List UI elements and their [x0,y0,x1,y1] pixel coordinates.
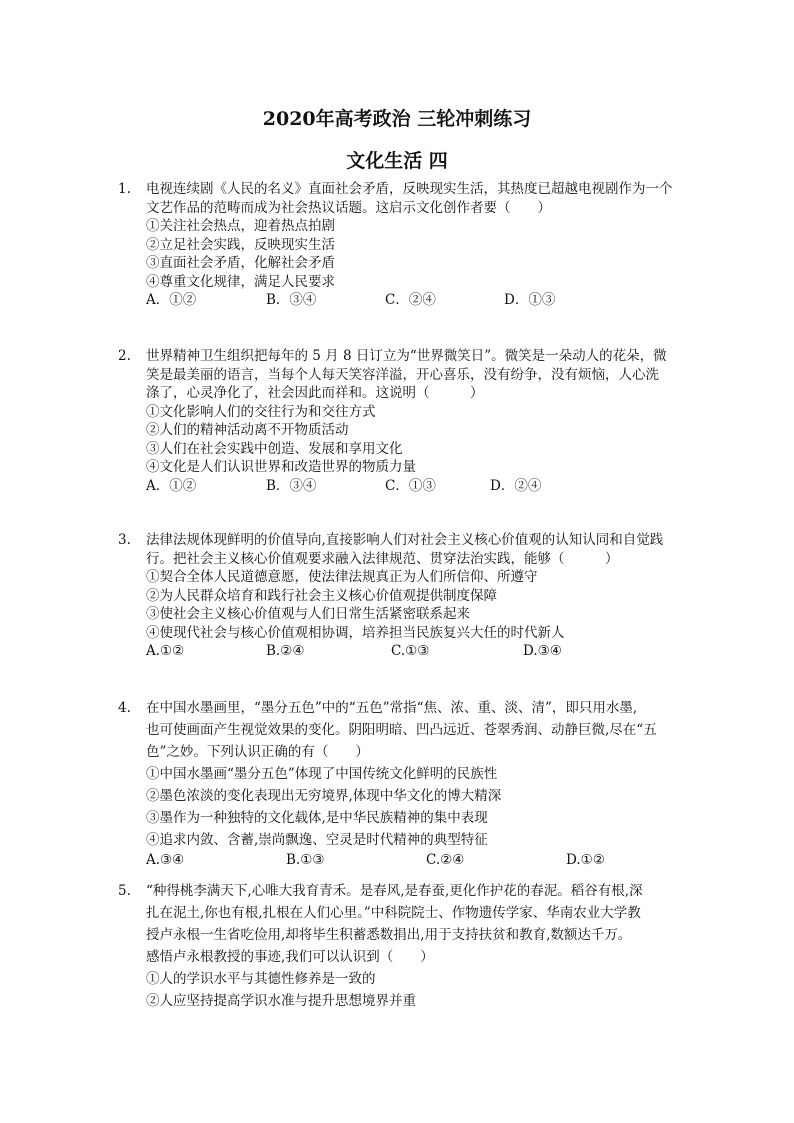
option-item: ①文化影响人们的交往行为和交往方式 [146,403,376,420]
option-item: ①关注社会热点，迎着热点拍剧 [146,218,335,234]
choice-b: B.②④ [266,643,305,659]
option-item: ②人应坚持提高学识水准与提升思想境界并重 [146,993,416,1009]
question-4 [118,697,746,871]
choice-a: A.①② [146,643,185,659]
choice-b: B.①③ [286,852,325,868]
option-item: ④尊重文化规律，满足人民要求 [146,273,335,290]
stem-line: 授卢永根一生省吃俭用,却将毕生积蓄悉数捐出,用于支持扶贫和教育,数额达千万。 [146,927,632,943]
question-stem [118,347,746,403]
stem-line: 文艺作品的范畴而成为社会热议话题。这启示文化创作者要（ ） [146,199,551,216]
option-item: ④使现代社会与核心价值观相协调，培养担当民族复兴大任的时代新人 [146,624,565,641]
stem-line: “种得桃李满天下,心唯大我育青禾。是春风,是春蚕,更化作护花的春泥。稻谷有根,深 [146,883,643,899]
choice-d: D.①② [566,852,605,868]
choice-b: B．③④ [266,292,317,308]
choice-c: C．②④ [385,292,436,308]
option-item: ④追求内敛、含蓄,崇尚飘逸、空灵是时代精神的典型特征 [146,832,488,848]
choice-b: B．③④ [266,477,317,494]
question-stem [118,180,746,217]
question-1 [118,180,746,311]
stem-line: 世界精神卫生组织把每年的 5 月 8 日订立为“世界微笑日”。微笑是一朵动人的花朵，微 [146,348,667,364]
answer-choices [118,642,746,662]
choice-d: D．①③ [504,292,556,308]
question-stem [118,697,746,763]
question-number: 4. [118,700,131,716]
document-title: 2020年高考政治 三轮冲刺练习 [262,108,532,130]
answer-choices [118,477,746,497]
question-5 [118,880,746,1012]
option-item: ②人们的精神活动离不开物质活动 [146,422,349,438]
stem-line: 涤了，心灵净化了，社会因此而祥和。这说明（ ） [146,385,484,401]
option-item: ②为人民群众培育和践行社会主义核心价值观提供制度保障 [146,587,497,604]
question-number: 5. [118,883,131,899]
stem-line: 法律法规体现鲜明的价值导向,直接影响人们对社会主义核心价值观的认知认同和自觉践 [146,532,664,548]
option-item: ②墨色浓淡的变化表现出无穷境界,体现中华文化的博大精深 [146,788,502,804]
choice-d: D.③④ [523,643,562,659]
choice-a: A．①② [146,292,197,308]
stem-line: 行。把社会主义核心价值观要求融入法律规范、贯穿法治实践，能够（ ） [146,550,619,567]
choice-a: A．①② [146,477,197,494]
answer-choices [118,291,746,311]
option-item: ③人们在社会实践中创造、发展和享用文化 [146,440,403,457]
stem-line: 也可使画面产生视觉效果的变化。阴阳明暗、凹凸远近、苍翠秀润、动静巨微,尽在“五 [146,722,657,738]
question-2 [118,347,746,497]
option-item: ③使社会主义核心价值观与人们日常生活紧密联系起来 [146,606,470,622]
option-item: ④文化是人们认识世界和改造世界的物质力量 [146,459,416,475]
option-item: ③墨作为一种独特的文化载体,是中华民族精神的集中表现 [146,810,488,826]
choice-c: C．①③ [385,477,436,494]
question-number: 1. [118,181,131,197]
option-item: ①契合全体人民道德意愿，使法律法规真正为人们所信仰、所遵守 [146,569,538,585]
document-subtitle: 文化生活 四 [346,150,448,172]
option-item: ①中国水墨画“墨分五色”体现了中国传统文化鲜明的民族性 [146,766,498,782]
choice-d: D．②④ [490,477,542,494]
question-number: 2. [118,348,131,364]
choice-c: C.②④ [426,852,465,868]
stem-line: 感悟卢永根教授的事迹,我们可以认识到（ ） [146,949,434,965]
choice-a: A.③④ [146,852,185,868]
option-item: ③直面社会矛盾，化解社会矛盾 [146,255,335,271]
question-stem [118,531,746,568]
stem-line: 扎在泥土,你也有根,扎根在人们心里。”中科院院士、作物遗传学家、华南农业大学教 [146,905,641,921]
stem-line: 在中国水墨画里，“墨分五色”中的“五色”常指“焦、浓、重、淡、清”，即只用水墨, [146,700,638,716]
option-item: ①人的学识水平与其德性修养是一致的 [146,971,376,987]
question-stem [118,880,746,968]
stem-line: 色”之妙。下列认识正确的有（ ） [146,744,369,760]
stem-line: 电视连续剧《人民的名义》直面社会矛盾，反映现实生活，其热度已超越电视剧作为一个 [146,181,673,197]
stem-line: 笑是最美丽的语言，当每个人每天笑容洋溢，开心喜乐，没有纷争，没有烦恼，人心洗 [146,366,659,383]
question-number: 3. [118,532,131,548]
question-3 [118,531,746,662]
answer-choices [118,851,746,871]
option-item: ②立足社会实践，反映现实生活 [146,236,335,253]
choice-c: C.①③ [391,643,430,659]
